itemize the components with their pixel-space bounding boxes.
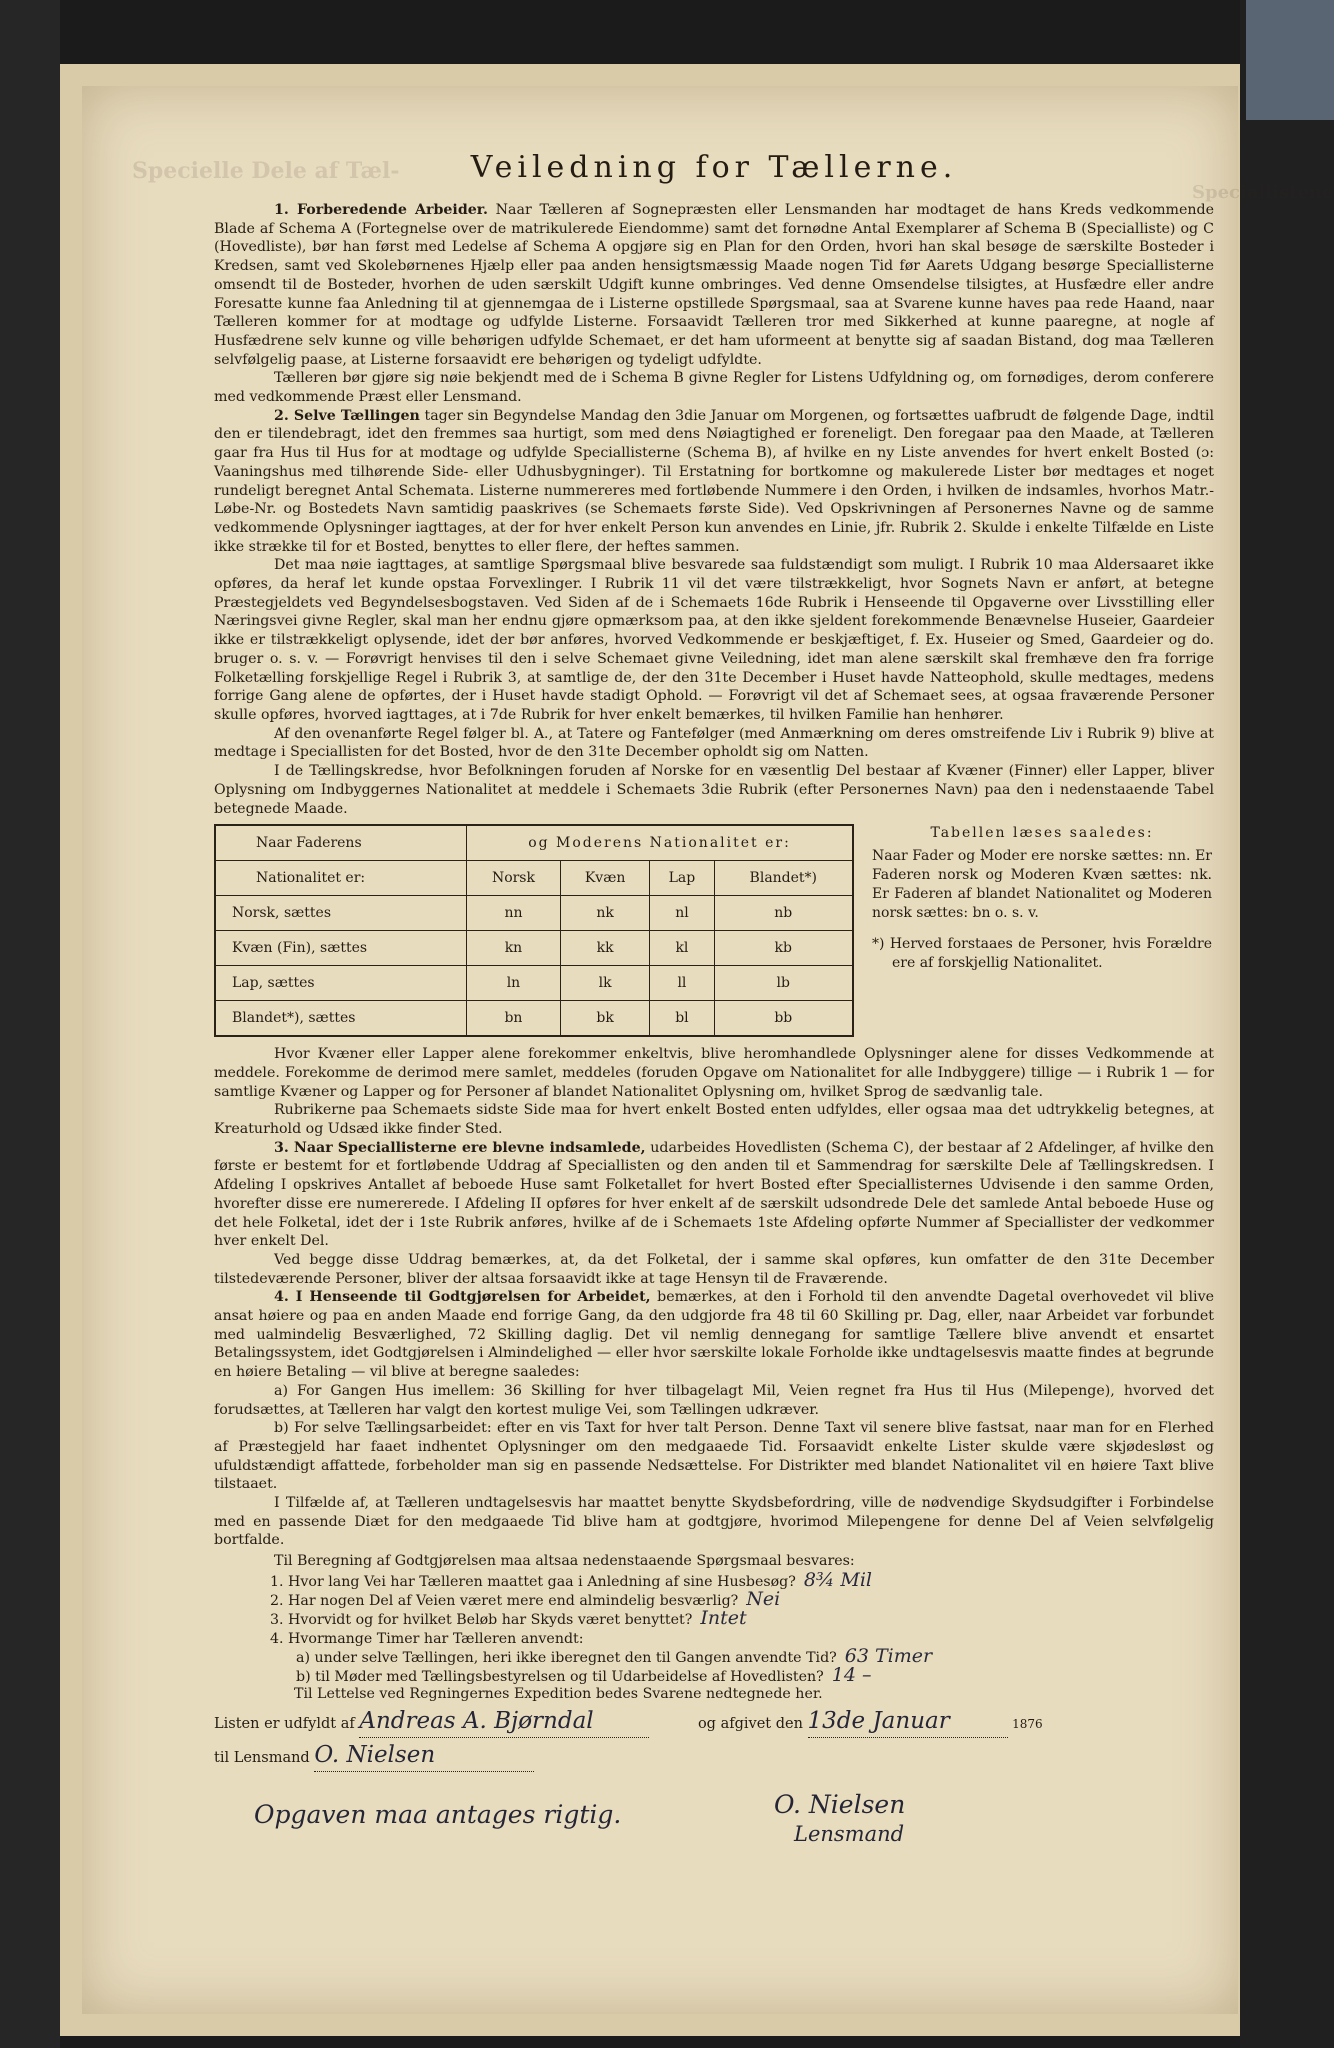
paragraph (214, 725, 1214, 762)
question-text: a) under selve Tællingen, heri ikke iberegnet den til Gangen anvendte Tid? (296, 1649, 837, 1666)
bleed-through-text-right: Speciallistene (1192, 182, 1334, 203)
question-item (270, 1568, 1214, 1591)
paragraph-text: Hvor Kvæner eller Lapper alene forekommer enkeltvis, blive heromhandlede Oplysninger alene for disses Vedkommende at meddele. Forekomme de derimod mere samlet, meddeles (foruden Opgave om Nationalitet for alle Indbyggere) tillige — i Rubrik 1 — for samtlige Kvæner og Lapper og for Personer af blandet Nationalitet Oplysning om, hvilket Sprog de sædvanlig tale. (214, 1046, 1214, 1100)
table-row (215, 931, 853, 966)
paragraph-text: bemærkes, at den i Forhold til den anvendte Dagetal overhovedet vil blive ansat høiere og paa en anden Maade end forrige Gang, da den udgjorde fra 48 til 60 Skilling pr. Dag, eller, naar Arbeidet var forbundet med ualmindelig Besværlighed, 72 Skilling daglig. Det vil nemlig dennegang for samtlige Tællere blive anvendt et ensartet Betalingssystem, idet Godtgjørelsen i Almindelighed — eller hvor særskilte lokale Forholde ikke undtagelsesvis maatte findes at begrunde en høiere Betaling — vil blive at beregne saaledes: (214, 1289, 1214, 1381)
handwritten-name: Andreas A. Bjørndal (359, 1707, 594, 1734)
table-cell: bb (714, 1001, 853, 1037)
col-header: Kvæn (560, 861, 649, 896)
paragraph-text: Tælleren bør gjøre sig nøie bekjendt med de i Schema B givne Regler for Listens Udfyldning og, om fornødiges, derom conferere med vedkommende Præst eller Lensmand. (214, 370, 1214, 406)
year: 1876 (1012, 1716, 1043, 1731)
table-cell: nl (650, 896, 714, 931)
section-heading: 1. Forberedende Arbeider. (274, 202, 488, 218)
question-text: 4. Hvormange Timer har Tælleren anvendt: (270, 1630, 584, 1647)
bleed-through-text-left: Specielle Dele af Tæl- (132, 158, 400, 184)
table-explanation (872, 824, 1212, 1037)
table-cell: bn (467, 1001, 561, 1037)
table-cell: nk (560, 896, 649, 931)
lensmand-field (314, 1742, 534, 1772)
col-header: Norsk (467, 861, 561, 896)
lensmand-label: til Lensmand (214, 1749, 310, 1766)
question-text: 3. Hvorvidt og for hvilket Beløb har Skyds været benyttet? (270, 1611, 693, 1628)
table-explanation-title: Tabellen læses saaledes: (930, 825, 1154, 842)
nationality-table (214, 824, 854, 1037)
paragraph (214, 369, 1214, 406)
row-label: Norsk, sættes (215, 896, 467, 931)
sections-part-1 (214, 201, 1214, 818)
handwritten-answer: 8¾ Mil (803, 1568, 873, 1591)
table-cell: ln (467, 966, 561, 1001)
question-item (296, 1644, 1214, 1667)
approval-text: Opgaven maa antages rigtig. (254, 1799, 622, 1829)
table-explanation-text: Naar Fader og Moder ere norske sættes: nn. Er Faderen norsk og Moderen Kvæn sættes: nk. Er Faderen af blandet Nationalitet og Moderen norsk sættes: bn o. s. v. (872, 848, 1212, 922)
questions-list (270, 1568, 1214, 1686)
paragraph (214, 1101, 1214, 1138)
question-text: 2. Har nogen Del af Veien været mere end almindelig besværlig? (270, 1592, 739, 1609)
document-title: Veiledning for Tællerne. (470, 150, 958, 185)
paragraph (214, 1494, 1214, 1550)
paragraph (214, 1419, 1214, 1494)
document-page (82, 86, 1334, 2014)
paragraph-text: Ved begge disse Uddrag bemærkes, at, da det Folketal, der i samme skal opføres, kun omfatter de den 31te December tilstedeværende Personer, bliver der altsaa forsaavidt ikke at tage Hensyn til de Fraværende. (214, 1251, 1214, 1287)
table-header-father: Naar Faderens (215, 825, 467, 861)
paragraph-text: I de Tællingskredse, hvor Befolkningen foruden af Norske for en væsentlig Del bestaar af Kvæner (Finner) eller Lapper, bliver Oplysning om Indbyggernes Nationalitet at meddele i Schemaets 3die Rubrik (efter Personernes Navn) paa den i nedenstaaende Tabel betegnede Maade. (214, 763, 1214, 817)
paragraph (214, 1139, 1214, 1251)
table-header-mother: og Moderens Nationalitet er: (467, 825, 854, 861)
section-heading: 2. Selve Tællingen (274, 407, 420, 424)
paragraph-text: Af den ovenanførte Regel følger bl. A., at Tatere og Fantefølger (med Anmærkning om deres omstreifende Liv i Rubrik 9) blive at medtage i Speciallisten for det Bosted, hvor de den 31te December opholdt sig om Natten. (214, 725, 1214, 761)
table-cell: nn (467, 896, 561, 931)
filled-by-label: Listen er udfyldt af (214, 1715, 355, 1732)
paragraph-text: a) For Gangen Hus imellem: 36 Skilling for hver tilbagelagt Mil, Veien regnet fra Hus til Hus (Milepenge), hvorved det forudsættes, at Tælleren har valgt den kortest mulige Vei, som Tællingen udkræver. (214, 1382, 1214, 1418)
approval-title: Lensmand (794, 1821, 905, 1846)
table-cell: kk (560, 931, 649, 966)
table-cell: bl (650, 1001, 714, 1037)
paragraph (214, 1251, 1214, 1288)
table-row (215, 1001, 853, 1037)
signature-line-lensmand (214, 1742, 1214, 1772)
question-item (296, 1663, 1214, 1686)
paragraph-text: Det maa nøie iagttages, at samtlige Spørgsmaal blive besvarede saa fuldstændigt som muligt. I Rubrik 10 maa Aldersaaret ikke opføres, da heraf let kunde opstaa Forvexlinger. I Rubrik 11 vil det være tilstrækkeligt, hvor Sognets Navn er anført, at betegne Præstegjeldets ved Begyndelsesbogstaven. Ved Siden af de i Schemaets 16de Rubrik i Henseende til Opgaverne over Livsstilling eller Næringsvei givne Regler, skal man her endnu gjøre opmærksom paa, at den ikke sjeldent forekommende Benævnelse Huseier, Gaardeier ikke er tilstrækkeligt oplysende, idet der bør anføres, hvorved Vedkommende er beskjæftiget, f. Ex. Huseier og Smed, Gaardeier og do. bruger o. s. v. — Forøvrigt henvises til den i selve Schemaet givne Veiledning, idet man alene særskilt skal fremhæve den fra forrige Folketælling forskjellige Regel i Rubrik 3, at samtlige de, der den 31te December i Huset havde Natteophold, skulle medtages, medens forrige Gang alene de opførtes, der i Huset havde stadigt Ophold. — Forøvrigt vil det af Schemaet sees, at ogsaa fraværende Personer skulle opføres, hvorved iagttages, at i 7de Rubrik for hver enkelt bemærkes, til hvilken Familie han henhører. (214, 557, 1214, 723)
paragraph-text: tager sin Begyndelse Mandag den 3die Januar om Morgenen, og fortsættes uafbrudt de følgende Dage, indtil den er tilendebragt, idet den fremmes saa hurtigt, som med dens Nøiagtighed er foreneligt. Den foregaar paa den Maade, at Tælleren gaar fra Hus til Hus for at modtage og udfylde Speciallisterne (Schema B), af hvilke en ny Liste anvendes for hvert enkelt Bosted (ɔ: Vaaningshus med tilhørende Side- eller Udhusbygninger). Til Erstatning for bortkomne og makulerede Lister bør medtages et noget rundeligt beregnet Antal Schemata. Listerne nummereres med fortløbende Nummere i den Orden, i hvilken de indsamles, hvorhos Matr.-Løbe-Nr. og Bostedets Navn samtidig paaskrives (se Schemaets første Side). Ved Opskrivningen af Personernes Navne og de samme vedkommende Oplysninger iagttages, at der for hver enkelt Person kun anvendes en Linie, jfr. Rubrik 2. Skulde i enkelte Tilfælde en Liste ikke strække til for et Bosted, benyttes to eller flere, der heftes sammen. (214, 407, 1214, 555)
sections-part-2 (214, 1045, 1214, 1550)
table-cell: nb (714, 896, 853, 931)
table-cell: kn (467, 931, 561, 966)
handwritten-approval (214, 1790, 1214, 1860)
col-header: Lap (650, 861, 714, 896)
table-header-nationality: Nationalitet er: (215, 861, 467, 896)
question-item (270, 1606, 1214, 1629)
table-row (215, 966, 853, 1001)
paragraph-text: udarbeides Hovedlisten (Schema C), der bestaar af 2 Afdelinger, af hvilke den første er bestemt for et fortløbende Uddrag af Speciallisten og den anden til et Sammendrag for særskilte Dele af Tællingskredsen. I Afdeling I opskrives Antallet af beboede Huse samt Folketallet for hvert Bosted efter Speciallisternes Udvisende i den samme Orden, hvorefter disse ere numererede. I Afdeling II opføres for hver enkelt af de særskilt udsondrede Dele det samlede Antal beboede Huse og det hele Folketal, idet der i 1ste Rubrik anføres, hvilke af de i Schemaets 1ste Afdeling opførte Nummer af Speciallister der vedkommer hver enkelt Del. (214, 1139, 1215, 1250)
paragraph (214, 762, 1214, 818)
table-cell: ll (650, 966, 714, 1001)
question-item (270, 1628, 1214, 1647)
filled-by-field (359, 1708, 649, 1738)
paragraph (214, 1288, 1214, 1382)
nationality-block (214, 824, 1214, 1037)
handwritten-answer: Intet (700, 1606, 747, 1629)
handwritten-answer: 63 Timer (844, 1644, 933, 1667)
questions-intro: Til Beregning af Godtgjørelsen maa altsaa nedenstaaende Spørgsmaal besvares: (274, 1553, 855, 1570)
table-cell: lk (560, 966, 649, 1001)
handwritten-lensmand: O. Nielsen (314, 1741, 436, 1768)
row-label: Kvæn (Fin), sættes (215, 931, 467, 966)
table-cell: bk (560, 1001, 649, 1037)
section-heading: 4. I Henseende til Godtgjørelsen for Arbeidet, (274, 1289, 651, 1306)
paragraph-text: Naar Tælleren af Sognepræsten eller Lensmanden har modtaget de hans Kreds vedkommende Blade af Schema A (Fortegnelse over de matrikulerede Eiendomme) samt det fornødne Antal Exemplarer af Schema B (Specialliste) og C (Hovedliste), bør han først med Ledelse af Schema A opgjøre sig en Plan for den Orden, hvori han skal besøge de særskilte Bosteder i Kredsen, samt ved Skolebørnenes Hjælp eller paa anden hensigtsmæssig Maade nogen Tid før Aarets Udgang besørge Speciallisterne omsendt til de Bosteder, hvorhen de uden særskilt Udgift kunne ombringes. Ved denne Omsendelse tilsigtes, at Husfædre eller andre Foresatte kunne faa Anledning til at gjennemgaa de i Listerne opstillede Spørgsmaal, saa at Svarene kunne haves paa rede Haand, naar Tælleren kommer for at modtage og udfylde Listerne. Forsaavidt Tælleren tror med Sikkerhed at kunne paaregne, at nogle af Husfædrene selv kunne og ville behørigen udfylde Schemaet, er det ham uformeent at benytte sig af saadan Bistand, dog maa Tælleren selvfølgelig paase, at Listerne forsaavidt ere behørigen og tydeligt udfyldte. (214, 202, 1214, 368)
table-cell: kb (714, 931, 853, 966)
handwritten-date: 13de Januar (807, 1707, 950, 1734)
paragraph (214, 1045, 1214, 1101)
approval-signature: O. Nielsen (774, 1789, 906, 1819)
table-row (215, 896, 853, 931)
table-footnote: *) Herved forstaaes de Personer, hvis Forældre ere af forskjellig Nationalitet. (872, 936, 1212, 972)
paragraph (214, 556, 1214, 724)
row-label: Blandet*), sættes (215, 1001, 467, 1037)
question-text: b) til Møder med Tællingsbestyrelsen og til Udarbeidelse af Hovedlisten? (296, 1668, 824, 1685)
handwritten-answer: 14 – (831, 1663, 872, 1686)
paragraph-text: b) For selve Tællingsarbeidet: efter en vis Taxt for hver talt Person. Denne Taxt vil senere blive fastsat, naar man for en Flerhed af Præstegjeld har faaet indhentet Oplysninger om den medgaaede Tid. Forsaavidt enkelte Lister skulde være skjødesløst og ufuldstændigt affattede, forbeholder man sig en passende Nedsættelse. For Distrikter med blandet Nationalitet vil en høiere Taxt blive tilstaaet. (214, 1420, 1214, 1493)
document-body (214, 150, 1214, 1860)
desk-background-right (1240, 0, 1334, 2048)
desk-background-corner (1246, 0, 1334, 120)
closing-note: Til Lettelse ved Regningernes Expedition bedes Svarene nedtegnede her. (294, 1685, 823, 1702)
desk-background-left (0, 0, 60, 2048)
row-label: Lap, sættes (215, 966, 467, 1001)
paragraph (214, 407, 1214, 557)
delivered-label: og afgivet den (697, 1715, 803, 1732)
paragraph-text: Rubrikerne paa Schemaets sidste Side maa for hvert enkelt Bosted enten udfyldes, eller ogsaa maa det udtrykkelig betegnes, at Kreaturhold og Udsæd ikke finder Sted. (214, 1102, 1214, 1138)
col-header: Blandet*) (714, 861, 853, 896)
section-heading: 3. Naar Speciallisterne ere blevne indsamlede, (274, 1139, 646, 1156)
table-cell: kl (650, 931, 714, 966)
paragraph-text: I Tilfælde af, at Tælleren undtagelsesvis har maattet benytte Skydsbefordring, ville de nødvendige Skydsudgifter i Forbindelse med en passende Diæt for den medgaaede Tid blive ham at godtgjøre, hvorimod Milepengene for denne Del af Veien selvfølgelig bortfalde. (214, 1495, 1214, 1549)
date-field (808, 1708, 1008, 1738)
question-text: 1. Hvor lang Vei har Tælleren maattet gaa i Anledning af sine Husbesøg? (270, 1573, 796, 1590)
paragraph (214, 201, 1214, 369)
paragraph (214, 1382, 1214, 1419)
signature-line-filled-by (214, 1708, 1214, 1738)
table-cell: lb (714, 966, 853, 1001)
handwritten-answer: Nei (746, 1587, 781, 1610)
